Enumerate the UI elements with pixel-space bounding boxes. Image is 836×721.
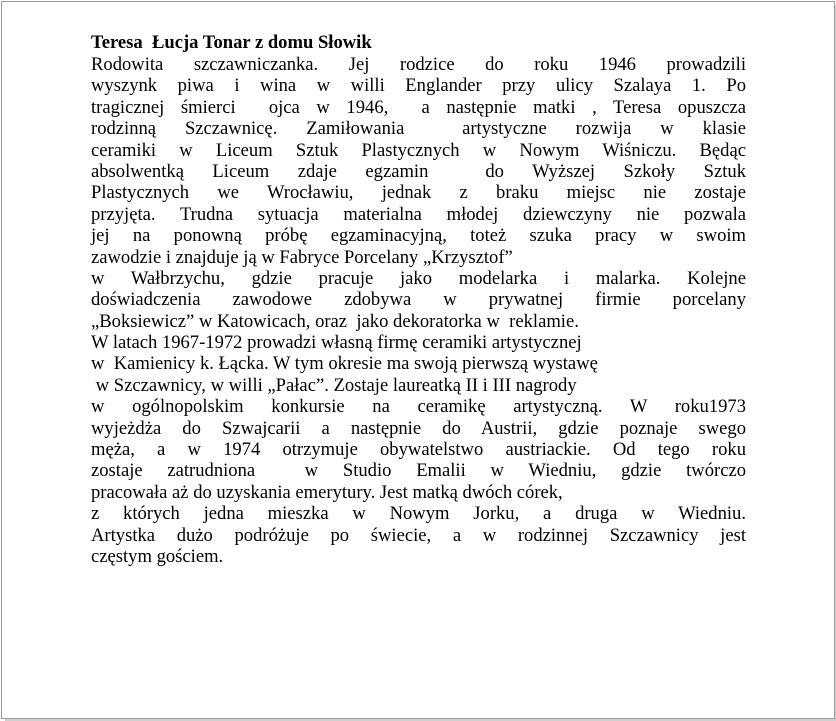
text-line: Artystka dużo podróżuje po świecie, a w rodzinnej Szczawnicy jest — [91, 524, 746, 546]
text-line: Rodowita szczawniczanka. Jej rodzice do roku 1946 prowadzili — [91, 54, 746, 75]
text-line: Plastycznych we Wrocławiu, jednak z braku miejsc nie zostaje — [91, 182, 746, 204]
text-line: z których jedna mieszka w Nowym Jorku, a druga w Wiedniu. — [91, 503, 746, 525]
text-line: w Kamienicy k. Łącka. W tym okresie ma swoją pierwszą wystawę — [91, 353, 598, 375]
text-line: wyszynk piwa i wina w willi Englander przy ulicy Szalaya 1. Po — [91, 75, 746, 97]
text-line: ceramiki w Liceum Sztuk Plastycznych w Nowym Wiśniczu. Będąc — [91, 139, 746, 161]
text-line: przyjęta. Trudna sytuacja materialna młodej dziewczyny nie pozwala — [91, 203, 746, 225]
document-body — [91, 32, 746, 567]
text-line: wyjeżdża do Szwajcarii a następnie do Austrii, gdzie poznaje swego — [91, 417, 746, 439]
text-line: absolwentką Liceum zdaje egzamin do Wyższej Szkoły Sztuk — [91, 160, 746, 182]
text-line: „Boksiewicz” w Katowicach, oraz jako dekoratorka w reklamie. — [91, 310, 579, 332]
text-line: rodzinną Szczawnicę. Zamiłowania artystyczne rozwija w klasie — [91, 118, 746, 140]
text-line: zawodzie i znajduje ją w Fabryce Porcelany „Krzysztof” — [91, 246, 513, 268]
document-title: Teresa Łucja Tonar z domu Słowik — [91, 32, 372, 53]
page-frame — [1, 1, 835, 719]
text-line: doświadczenia zawodowe zdobywa w prywatnej firmie porcelany — [91, 289, 746, 311]
paragraph — [91, 54, 746, 567]
text-line: W latach 1967-1972 prowadzi własną firmę ceramiki artystycznej — [91, 332, 582, 354]
text-line: tragicznej śmierci ojca w 1946, a następnie matki , Teresa opuszcza — [91, 96, 746, 118]
text-line: pracowała aż do uzyskania emerytury. Jest matką dwóch córek, — [91, 481, 563, 503]
text-line: jej na ponowną próbę egzaminacyjną, toteż szuka pracy w swoim — [91, 225, 746, 247]
text-line: częstym gościem. — [91, 545, 224, 567]
text-line: w Wałbrzychu, gdzie pracuje jako modelarka i malarka. Kolejne — [91, 267, 746, 289]
text-line: w ogólnopolskim konkursie na ceramikę artystyczną. W roku1973 — [91, 396, 746, 418]
text-line: w Szczawnicy, w willi „Pałac”. Zostaje laureatką II i III nagrody — [91, 374, 577, 396]
text-line: zostaje zatrudniona w Studio Emalii w Wiedniu, gdzie twórczo — [91, 460, 746, 482]
text-line: męża, a w 1974 otrzymuje obywatelstwo austriackie. Od tego roku — [91, 439, 746, 461]
